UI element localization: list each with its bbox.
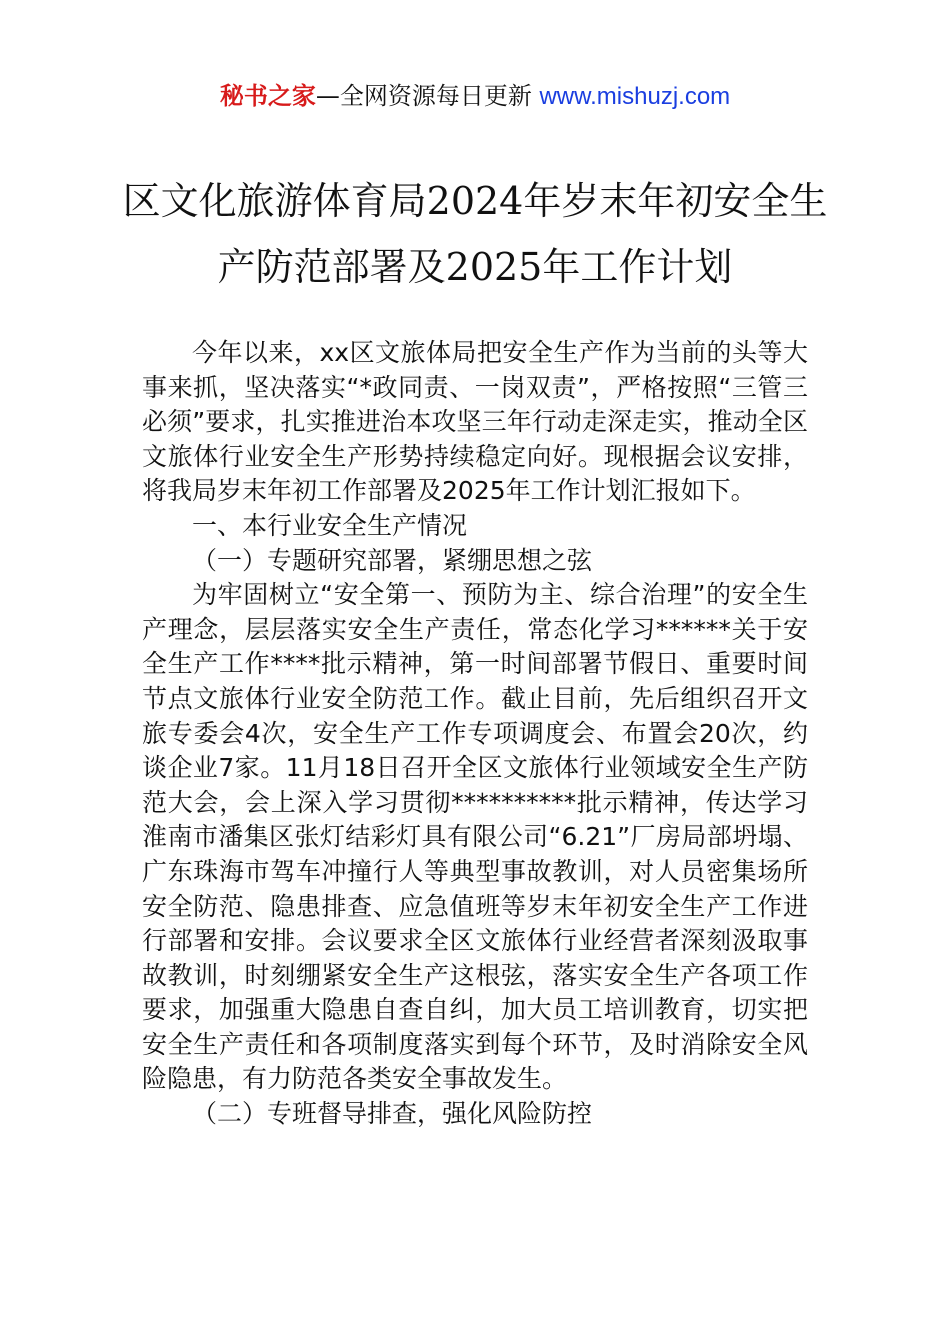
site-header [0, 80, 950, 113]
document-body [142, 336, 808, 1132]
header-tagline: —全网资源每日更新 [315, 82, 540, 110]
intro-paragraph: 今年以来，xx区文旅体局把安全生产作为当前的头等大事来抓，坚决落实“*政同责、一岗双责”，严格按照“三管三必须”要求，扎实推进治本攻坚三年行动走深走实，推动全区文旅体行业安全生产形势持续稳定向好。现根据会议安排，将我局岁末年初工作部署及2025年工作计划汇报如下。 [142, 338, 808, 506]
subsection-heading-1: （一）专题研究部署，紧绷思想之弦 [192, 545, 593, 575]
paragraph-1: 为牢固树立“安全第一、预防为主、综合治理”的安全生产理念，层层落实安全生产责任，常态化学习******关于安全生产工作****批示精神，第一时间部署节假日、重要时间节点文旅体行业安全防范工作。截止目前，先后组织召开文旅专委会4次，安全生产工作专项调度会、布置会20次，约谈企业7家。11月18日召开全区文旅体行业领域安全生产防范大会，会上深入学习贯彻**********批示精神，传达学习淮南市潘集区张灯结彩灯具有限公司“6.21”厂房局部坍塌、广东珠海市驾车冲撞行人等典型事故教训，对人员密集场所安全防范、隐患排查、应急值班等岁末年初安全生产工作进行部署和安排。会议要求全区文旅体行业经营者深刻汲取事故教训，时刻绷紧安全生产这根弦，落实安全生产各项工作要求，加强重大隐患自查自纠，加大员工培训教育，切实把安全生产责任和各项制度落实到每个环节，及时消除安全风险隐患，有力防范各类安全事故发生。 [142, 580, 808, 1094]
section-heading-1: 一、本行业安全生产情况 [192, 510, 468, 540]
subsection-heading-2: （二）专班督导排查，强化风险防控 [192, 1099, 593, 1129]
title-line-1: 区文化旅游体育局2024年岁末年初安全生 [122, 179, 828, 223]
site-url-link[interactable]: www.mishuzj.com [539, 83, 731, 110]
brand-name: 秘书之家 [219, 82, 316, 110]
title-line-2: 产防范部署及2025年工作计划 [217, 245, 733, 289]
document-title [100, 168, 850, 300]
